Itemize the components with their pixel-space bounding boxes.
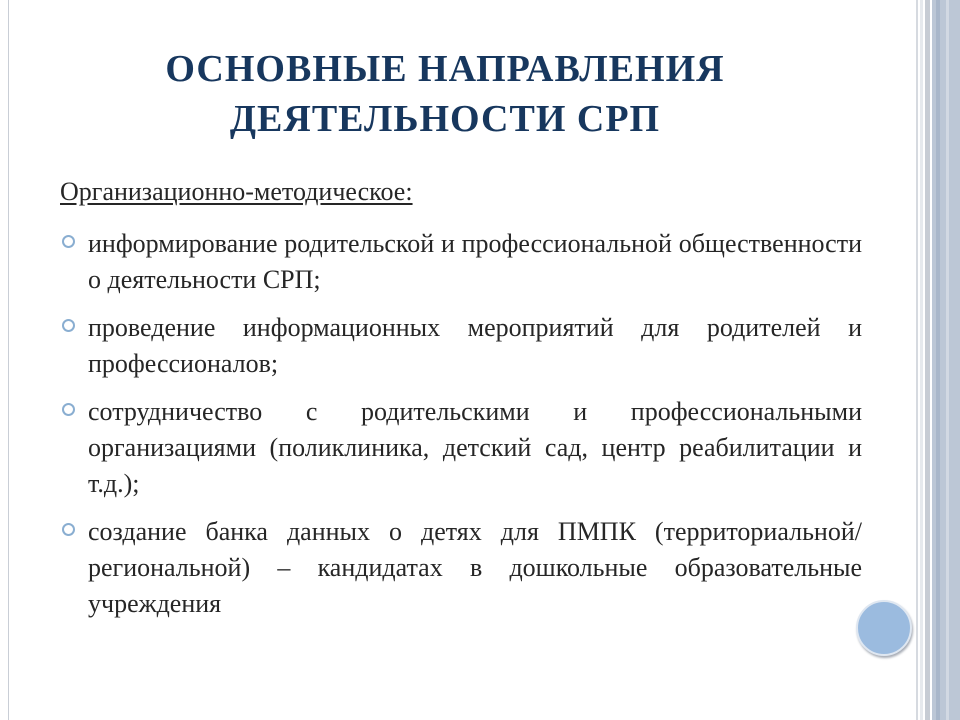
list-item xyxy=(60,514,862,622)
ring-bullet-icon xyxy=(62,319,75,332)
slide-title-line-1: ОСНОВНЫЕ НАПРАВЛЕНИЯ xyxy=(165,48,725,90)
list-item-text: создание банка данных о детях для ПМПК (территориальной/региональной) – кандидатах в дошкольные образовательные учреждения xyxy=(88,517,862,618)
list-item xyxy=(60,226,862,298)
list-item-text: информирование родительской и профессиональной общественности о деятельности СРП; xyxy=(88,229,862,294)
list-item-text: проведение информационных мероприятий для родителей и профессионалов; xyxy=(88,313,862,378)
right-decorative-stripes xyxy=(916,0,960,720)
ring-bullet-icon xyxy=(62,403,75,416)
slide-title-line-2: ДЕЯТЕЛЬНОСТИ СРП xyxy=(229,98,661,140)
slide-title xyxy=(60,44,830,144)
list-item xyxy=(60,310,862,382)
stripe xyxy=(936,0,940,720)
section-subtitle: Организационно-методическое: xyxy=(60,177,413,206)
stripe xyxy=(925,0,930,720)
list-item-text: сотрудничество с родительскими и профессиональными организациями (поликлиника, детский сад, центр реабилитации и т.д.); xyxy=(88,397,862,498)
left-border-line xyxy=(8,0,9,720)
decorative-circle xyxy=(856,600,912,656)
bullet-list xyxy=(60,226,862,634)
list-item xyxy=(60,394,862,502)
ring-bullet-icon xyxy=(62,523,75,536)
stripe xyxy=(946,0,949,720)
stripe xyxy=(916,0,918,720)
stripe xyxy=(920,0,923,720)
ring-bullet-icon xyxy=(62,235,75,248)
